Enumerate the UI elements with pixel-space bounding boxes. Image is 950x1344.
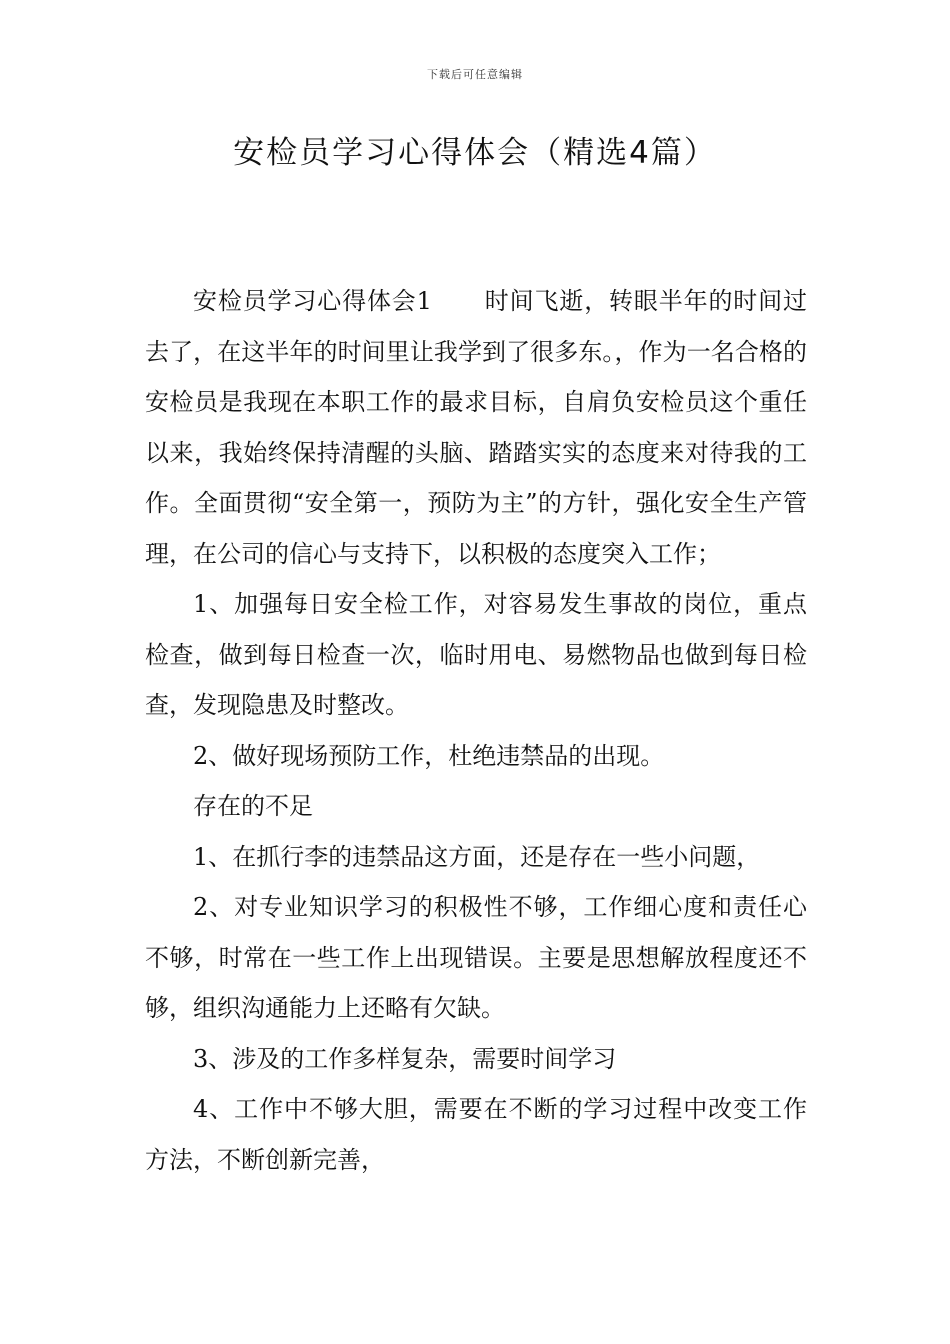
- page-title: 安检员学习心得体会（精选4篇）: [233, 135, 717, 171]
- paragraph-7: 4、工作中不够大胆，需要在不断的学习过程中改变工作方法，不断创新完善，: [145, 1095, 807, 1174]
- intro-text: 时间飞逝，转眼半年的时间过去了，在这半年的时间里让我学到了很多东。，作为一名合格的安检员是我现在本职工作的最求目标，自肩负安检员这个重任以来，我始终保持清醒的头脑、踏踏实实的态度来对待我的工作。全面贯彻“安全第一，预防为主”的方针，强化安全生产管理，在公司的信心与支持下，以积极的态度突入工作；: [145, 287, 807, 568]
- paragraph-3: 存在的不足: [193, 792, 313, 820]
- intro-paragraph: [145, 276, 807, 579]
- paragraph-5: 2、对专业知识学习的积极性不够，工作细心度和责任心不够，时常在一些工作上出现错误。主要是思想解放程度还不够，组织沟通能力上还略有欠缺。: [145, 893, 807, 1022]
- document-body: [145, 276, 807, 1185]
- paragraph-1: 1、加强每日安全检工作，对容易发生事故的岗位，重点检查，做到每日检查一次，临时用电、易燃物品也做到每日检查，发现隐患及时整改。: [145, 590, 807, 719]
- paragraph-4: 1、在抓行李的违禁品这方面，还是存在一些小问题，: [193, 842, 761, 871]
- header-note: 下载后可任意编辑: [427, 68, 523, 81]
- intro-heading: 安检员学习心得体会1: [193, 287, 432, 315]
- paragraph-2: 2、做好现场预防工作，杜绝违禁品的出现。: [193, 741, 665, 770]
- paragraph-6: 3、涉及的工作多样复杂，需要时间学习: [193, 1044, 617, 1073]
